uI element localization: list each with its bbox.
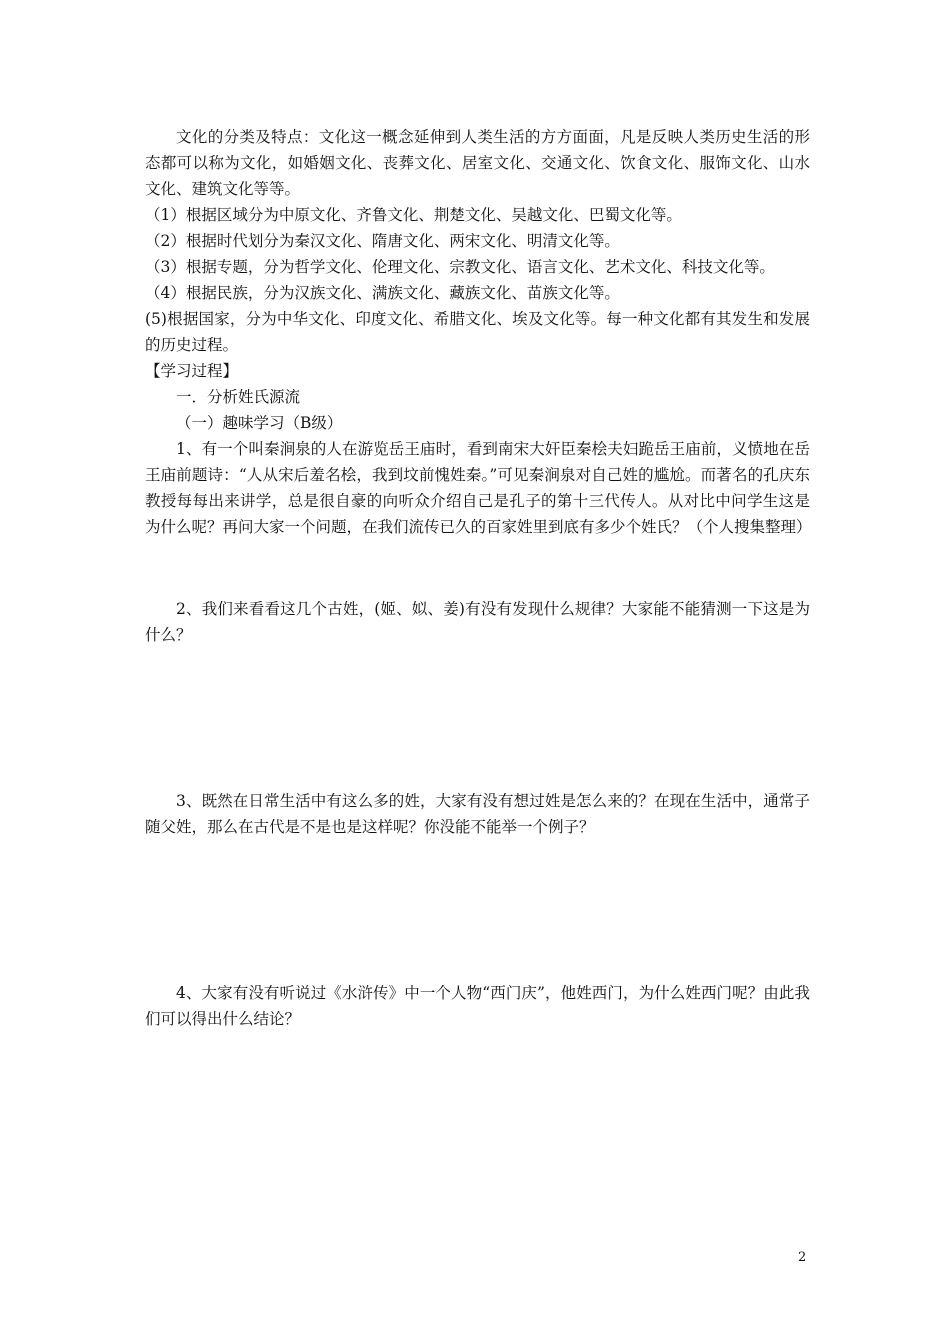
classification-item-2: （2）根据时代划分为秦汉文化、隋唐文化、两宋文化、明清文化等。 xyxy=(145,232,620,250)
section-heading: 【学习过程】 xyxy=(145,362,239,380)
subsection-heading: 一．分析姓氏源流 xyxy=(176,388,301,406)
classification-item-4: （4）根据民族，分为汉族文化、满族文化、藏族文化、苗族文化等。 xyxy=(145,284,620,302)
sub-subsection-heading: （一）趣味学习（B级） xyxy=(176,414,343,432)
classification-item-3: （3）根据专题，分为哲学文化、伦理文化、宗教文化、语言文化、艺术文化、科技文化等。 xyxy=(145,258,775,276)
answer-space-1 xyxy=(145,540,810,596)
page-number: 2 xyxy=(798,1250,807,1265)
intro-paragraph: 文化的分类及特点：文化这一概念延伸到人类生活的方方面面，凡是反映人类历史生活的形态都可以称为文化，如婚姻文化、丧葬文化、居室文化、交通文化、饮食文化、服饰文化、山水文化、建筑文化等等。 xyxy=(145,128,810,198)
question-4: 4、大家有没有听说过《水浒传》中一个人物“西门庆”，他姓西门，为什么姓西门呢？由此我们可以得出什么结论？ xyxy=(145,984,810,1028)
page-content xyxy=(145,124,810,1032)
answer-space-2 xyxy=(145,648,810,788)
classification-item-1: （1）根据区域分为中原文化、齐鲁文化、荆楚文化、吴越文化、巴蜀文化等。 xyxy=(145,206,682,224)
question-3: 3、既然在日常生活中有这么多的姓，大家有没有想过姓是怎么来的？在现在生活中，通常子随父姓，那么在古代是不是也是这样呢？你没能不能举一个例子？ xyxy=(145,792,810,836)
answer-space-3 xyxy=(145,840,810,980)
question-1: 1、有一个叫秦涧泉的人在游览岳王庙时，看到南宋大奸臣秦桧夫妇跪岳王庙前，义愤地在岳王庙前题诗：“人从宋后羞名桧，我到坟前愧姓秦。”可见秦涧泉对自己姓的尴尬。而著名的孔庆东教授每每出来讲学，总是很自豪的向听众介绍自己是孔子的第十三代传人。从对比中问学生这是为什么呢？再问大家一个问题，在我们流传已久的百家姓里到底有多少个姓氏？（个人搜集整理） xyxy=(145,440,812,536)
classification-item-5: (5)根据国家，分为中华文化、印度文化、希腊文化、埃及文化等。每一种文化都有其发生和发展的历史过程。 xyxy=(145,310,810,354)
question-2: 2、我们来看看这几个古姓，(姬、姒、姜)有没有发现什么规律？大家能不能猜测一下这是为什么？ xyxy=(145,600,810,644)
